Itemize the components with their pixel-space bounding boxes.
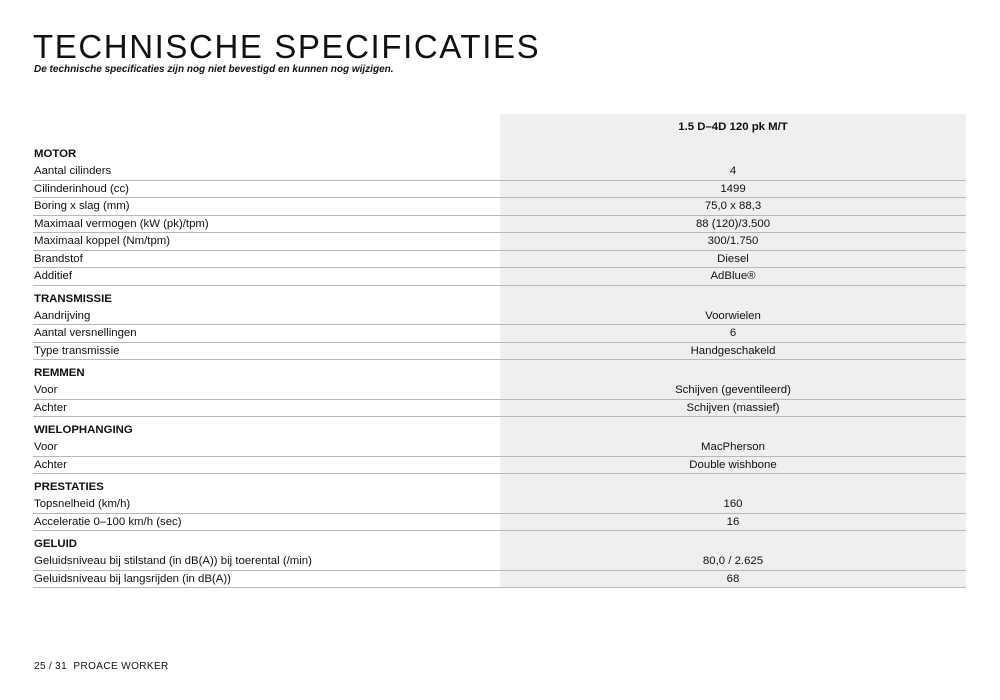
table-row: [33, 342, 966, 360]
spec-value: 300/1.750: [500, 233, 966, 251]
section-value-cell: [500, 536, 966, 553]
table-row: [33, 456, 966, 474]
page-footer: [34, 661, 169, 672]
spec-value: 6: [500, 325, 966, 343]
table-row: [33, 496, 966, 513]
spec-label: Geluidsniveau bij langsrijden (in dB(A)): [33, 570, 500, 588]
spec-value: 75,0 x 88,3: [500, 198, 966, 216]
spec-label: Voor: [33, 382, 500, 399]
spec-label: Topsnelheid (km/h): [33, 496, 500, 513]
spec-table: [33, 114, 966, 588]
spec-value: AdBlue®: [500, 268, 966, 286]
table-row: [33, 513, 966, 531]
section-header-row: [33, 479, 966, 496]
section-value-cell: [500, 291, 966, 308]
spec-label: Achter: [33, 399, 500, 417]
footer-page-total: 31: [55, 661, 68, 672]
spec-label: Geluidsniveau bij stilstand (in dB(A)) bij toerental (/min): [33, 553, 500, 570]
section-header-row: [33, 146, 966, 163]
section-header-row: [33, 536, 966, 553]
spec-label: Boring x slag (mm): [33, 198, 500, 216]
table-row: [33, 570, 966, 588]
section-title: WIELOPHANGING: [34, 424, 133, 437]
section-title: GELUID: [34, 538, 78, 551]
footer-page-number: 25: [34, 661, 46, 672]
spec-label: Voor: [33, 439, 500, 456]
table-row: [33, 198, 966, 216]
spec-table-body: [33, 141, 966, 588]
section-title: REMMEN: [34, 367, 85, 380]
table-row: [33, 553, 966, 570]
section-title: PRESTATIES: [34, 481, 104, 494]
spec-label: Acceleratie 0–100 km/h (sec): [33, 513, 500, 531]
footer-document-title: PROACE WORKER: [73, 661, 169, 672]
page-subtitle: De technische specificaties zijn nog niet bevestigd en kunnen nog wijzigen.: [34, 64, 394, 75]
spec-label: Maximaal vermogen (kW (pk)/tpm): [33, 215, 500, 233]
header-label-cell: [33, 114, 500, 141]
footer-separator: /: [48, 661, 53, 672]
spec-value: MacPherson: [500, 439, 966, 456]
spec-label: Cilinderinhoud (cc): [33, 180, 500, 198]
spec-label: Aantal cilinders: [33, 163, 500, 180]
table-row: [33, 439, 966, 456]
spec-value: Schijven (massief): [500, 399, 966, 417]
table-row: [33, 268, 966, 286]
spec-label: Type transmissie: [33, 342, 500, 360]
section-value-cell: [500, 365, 966, 382]
spec-value: Double wishbone: [500, 456, 966, 474]
spec-label: Aandrijving: [33, 308, 500, 325]
section-value-cell: [500, 479, 966, 496]
spec-value: Schijven (geventileerd): [500, 382, 966, 399]
table-row: [33, 180, 966, 198]
spec-value: 80,0 / 2.625: [500, 553, 966, 570]
table-row: [33, 382, 966, 399]
column-header: 1.5 D–4D 120 pk M/T: [500, 114, 966, 141]
section-value-cell: [500, 146, 966, 163]
spec-value: Diesel: [500, 250, 966, 268]
spec-value: 88 (120)/3.500: [500, 215, 966, 233]
table-row: [33, 308, 966, 325]
spec-value: 160: [500, 496, 966, 513]
spec-value: 1499: [500, 180, 966, 198]
spec-value: Handgeschakeld: [500, 342, 966, 360]
spec-label: Achter: [33, 456, 500, 474]
section-title: MOTOR: [34, 148, 77, 161]
spec-value: 68: [500, 570, 966, 588]
table-row: [33, 163, 966, 180]
spec-label: Brandstof: [33, 250, 500, 268]
spec-value: 4: [500, 163, 966, 180]
spec-value: 16: [500, 513, 966, 531]
section-value-cell: [500, 422, 966, 439]
table-row: [33, 233, 966, 251]
spec-label: Aantal versnellingen: [33, 325, 500, 343]
section-title: TRANSMISSIE: [34, 292, 112, 305]
spec-label: Additief: [33, 268, 500, 286]
spec-value: Voorwielen: [500, 308, 966, 325]
spec-label: Maximaal koppel (Nm/tpm): [33, 233, 500, 251]
table-row: [33, 215, 966, 233]
table-row: [33, 250, 966, 268]
table-row: [33, 325, 966, 343]
table-row: [33, 399, 966, 417]
page-title: TECHNISCHE SPECIFICATIES: [33, 28, 541, 65]
section-header-row: [33, 365, 966, 382]
table-header-row: [33, 114, 966, 141]
section-header-row: [33, 422, 966, 439]
section-header-row: [33, 291, 966, 308]
